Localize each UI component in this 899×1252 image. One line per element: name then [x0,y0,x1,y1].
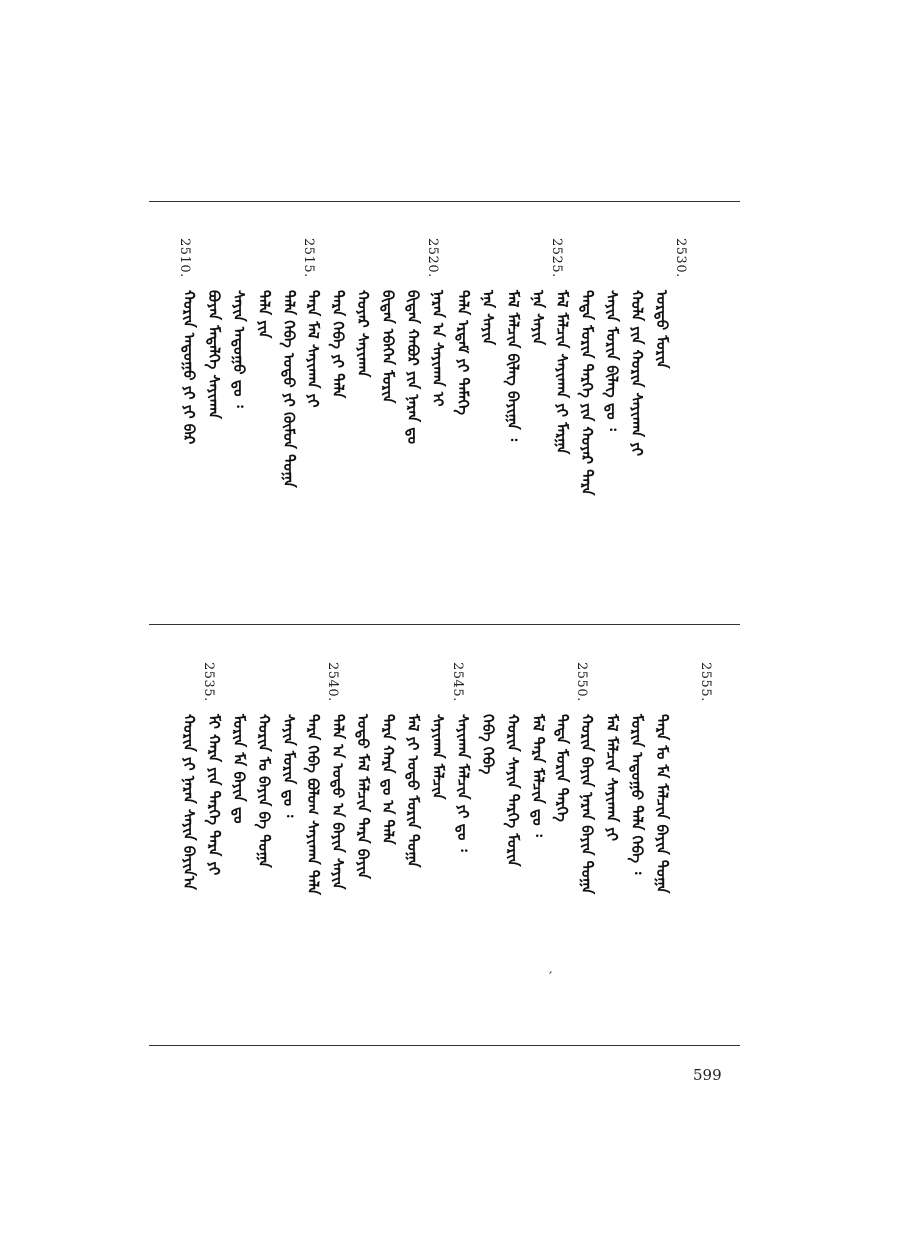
text-line: ᠮᠠᠯ ᠶᠢ ᠣᠳᠣ ᠮᠣᠷᠢᠨ ᠲᠣᠭᠠ [404,714,422,868]
line-number: 2550. [574,662,589,702]
text-line: ᠲᠡᠳᠡ ᠮᠣᠷᠢᠨ ᠲᠡᠷᠭᠡ [553,714,571,822]
text-line: ᠬᠣᠷᠢᠨ ᠰᠠᠶᠢᠨ ᠲᠡᠷᠭᠡ ᠮᠣᠷᠢᠨ [504,714,522,867]
text-line: ᠮᠣᠷᠢᠨ ᠠᠳᠤᠭᠤ ᠲᠠᠯᠠ ᠬᠡᠪᠡ ᠄ [628,714,646,875]
text-line: ᠣᠷᠳᠤ ᠮᠣᠷᠢᠨ [653,290,671,369]
text-line: ᠮᠣᠷᠢᠨ ᠮᠠ ᠪᠠᠶᠢᠨ ᠳᠤ [230,714,248,824]
text-line: ᠲᠡᠷᠡ ᠬᠡᠪᠡ ᠶᠢ ᠲᠠᠯᠠ [329,290,347,399]
text-line: ᠲᠡᠷᠡ ᠬᠠᠷᠠ ᠳᠤ ᠠ ᠲᠠᠯᠠ [379,714,397,845]
text-line: ᠬᠣᠷᠢᠨ ᠠᠳᠤᠭᠤ ᠶᠢ ᠶᠢ ᠪᠠᠷ [180,290,198,445]
text-line: ᠬᠣᠷᠢᠨ ᠮᠣ ᠪᠠᠶᠢᠨ ᠪᠠ ᠲᠣᠭᠠ [255,714,273,868]
text-line: ᠲᠡᠷᠡ ᠮᠣ ᠮᠠ ᠮᠠᠯᠴᠢᠨ ᠪᠠᠶᠢᠨ ᠲᠣᠭᠠ [653,714,671,894]
top-rule [149,201,740,202]
text-line: ᠰᠠᠶᠢᠬᠠᠨ ᠮᠠᠯᠴᠢᠨ [429,714,447,800]
stray-mark: ′ [549,970,553,986]
text-line: ᠬᠡᠪᠡ ᠬᠡᠪᠡ [479,714,497,775]
text-line: ᠪᠢᠳᠡᠨ ᠡᠪᠡᠭᠡᠨ ᠮᠣᠷᠢᠨ [379,290,397,404]
text-line: ᠬᠣᠶᠠᠷ ᠰᠠᠶᠢᠬᠠᠨ [354,290,372,378]
text-line: ᠮᠠᠯ ᠲᠡᠷᠡ ᠮᠠᠯᠴᠢᠨ ᠳᠤ ᠄ [529,714,547,837]
text-line: ᠮᠠᠯ ᠮᠠᠯᠴᠢᠨ ᠪᠢᠯᠡᠭ ᠪᠠᠶᠢᠭᠠ ᠄ [504,290,522,441]
line-number: 2555. [698,662,713,702]
text-line: ᠮᠠᠯ ᠮᠠᠯᠴᠢᠨ ᠰᠠᠶᠢᠬᠠᠨ ᠶᠢ [603,714,621,842]
line-number: 2530. [673,238,688,278]
text-line: ᠰᠠᠶᠢᠨ ᠮᠣᠷᠢᠨ ᠪᠢᠯᠡᠭ ᠳᠤ ᠄ [603,290,621,431]
bottom-rule [149,1045,740,1046]
text-line: ᠪᠣᠶᠠᠨ ᠮᠡᠳᠡᠯᠭᠡ ᠰᠠᠶᠢᠬᠠᠨ [205,290,223,419]
text-line: ᠮᠢ ᠬᠠᠷᠠ ᠶᠢᠨ ᠲᠡᠷᠭᠡ ᠲᠡᠷᠡ ᠶᠢ [205,714,223,876]
line-number: 2525. [549,238,564,278]
text-line: ᠲᠠᠯᠠ ᠶᠢᠨ [255,290,273,339]
text-line: ᠬᠣᠷᠢᠨ ᠶᠢ ᠨᠠᠷᠠᠨ ᠰᠠᠶᠢᠨ ᠪᠠᠶᠢᠨ᠎ᠠ [180,714,198,890]
page-number: 599 [693,1066,722,1084]
text-line: ᠡᠨᠡ ᠰᠠᠶᠢᠨ [479,290,497,345]
line-number: 2520. [425,238,440,278]
text-line: ᠣᠳᠣ ᠮᠠᠯ ᠮᠠᠯᠴᠢᠨ ᠲᠡᠷᠡ ᠪᠠᠶᠢᠨ [354,714,372,879]
text-line: ᠲᠡᠳᠡ ᠮᠣᠷᠢᠨ ᠲᠡᠷᠭᠡ ᠶᠢᠨ ᠬᠣᠶᠠᠷ ᠲᠡᠷᠡ [578,290,596,496]
text-line: ᠲᠠᠯᠠ ᠠ ᠣᠳᠣ ᠠ ᠪᠠᠶᠢᠨ ᠰᠠᠶᠢᠨ [329,714,347,890]
text-line: ᠰᠠᠶᠢᠨ ᠮᠣᠷᠢᠨ ᠳᠤ ᠄ [280,714,298,818]
text-line: ᠬᠣᠯᠠ ᠶᠢᠨ ᠬᠣᠷᠢᠨ ᠰᠠᠶᠢᠬᠠᠨ ᠶᠢ [628,290,646,457]
middle-rule [149,624,740,625]
text-line: ᠰᠠᠶᠢᠨ ᠠᠳᠤᠭᠤ ᠳᠤ ᠄ [230,290,248,408]
text-line: ᠡᠨᠡ ᠰᠠᠶᠢᠨ [529,290,547,345]
text-line: ᠮᠠᠯ ᠮᠠᠯᠴᠢᠨ ᠰᠠᠶᠢᠬᠠᠨ ᠶᠢ ᠮᠠᠷᠭᠠ [553,290,571,455]
line-number: 2535. [201,662,216,702]
line-number: 2515. [301,238,316,278]
text-line: ᠬᠣᠷᠢᠨ ᠪᠠᠶᠢᠨ ᠨᠠᠷᠠᠨ ᠪᠠᠶᠢᠨ ᠲᠣᠭᠠ [578,714,596,895]
text-line: ᠲᠠᠯᠠ ᠬᠡᠪᠡ ᠣᠳᠣ ᠶᠢ ᠬᠦᠮᠦᠨ ᠲᠣᠭᠠ [280,290,298,488]
text-line: ᠲᠡᠷᠡ ᠬᠡᠪᠡ ᠪᠤᠯᠤᠭ ᠰᠠᠶᠢᠬᠠᠨ ᠲᠠᠯᠠ [304,714,322,895]
text-line: ᠰᠠᠶᠢᠬᠠᠨ ᠮᠠᠯᠴᠢᠨ ᠶᠢ ᠳᠤ ᠄ [454,714,472,852]
text-line: ᠨᠠᠷᠠᠨ ᠠ ᠰᠠᠶᠢᠬᠠᠨ ᠢ [429,290,447,407]
line-number: 2510. [177,238,192,278]
text-line: ᠪᠢᠳᠡᠨ ᠬᠠᠪᠤᠷ ᠶᠢᠨ ᠨᠠᠷᠠᠨ ᠳᠤ [404,290,422,444]
text-line: ᠲᠡᠯᠡ ᠡᠷᠳᠡᠮ ᠶᠢ ᠲᠡᠮᠡᠭᠡ [454,290,472,415]
text-line: ᠲᠡᠷᠡ ᠮᠠᠯ ᠰᠠᠶᠢᠬᠠᠨ ᠶᠢ [304,290,322,408]
line-number: 2540. [325,662,340,702]
line-number: 2545. [450,662,465,702]
